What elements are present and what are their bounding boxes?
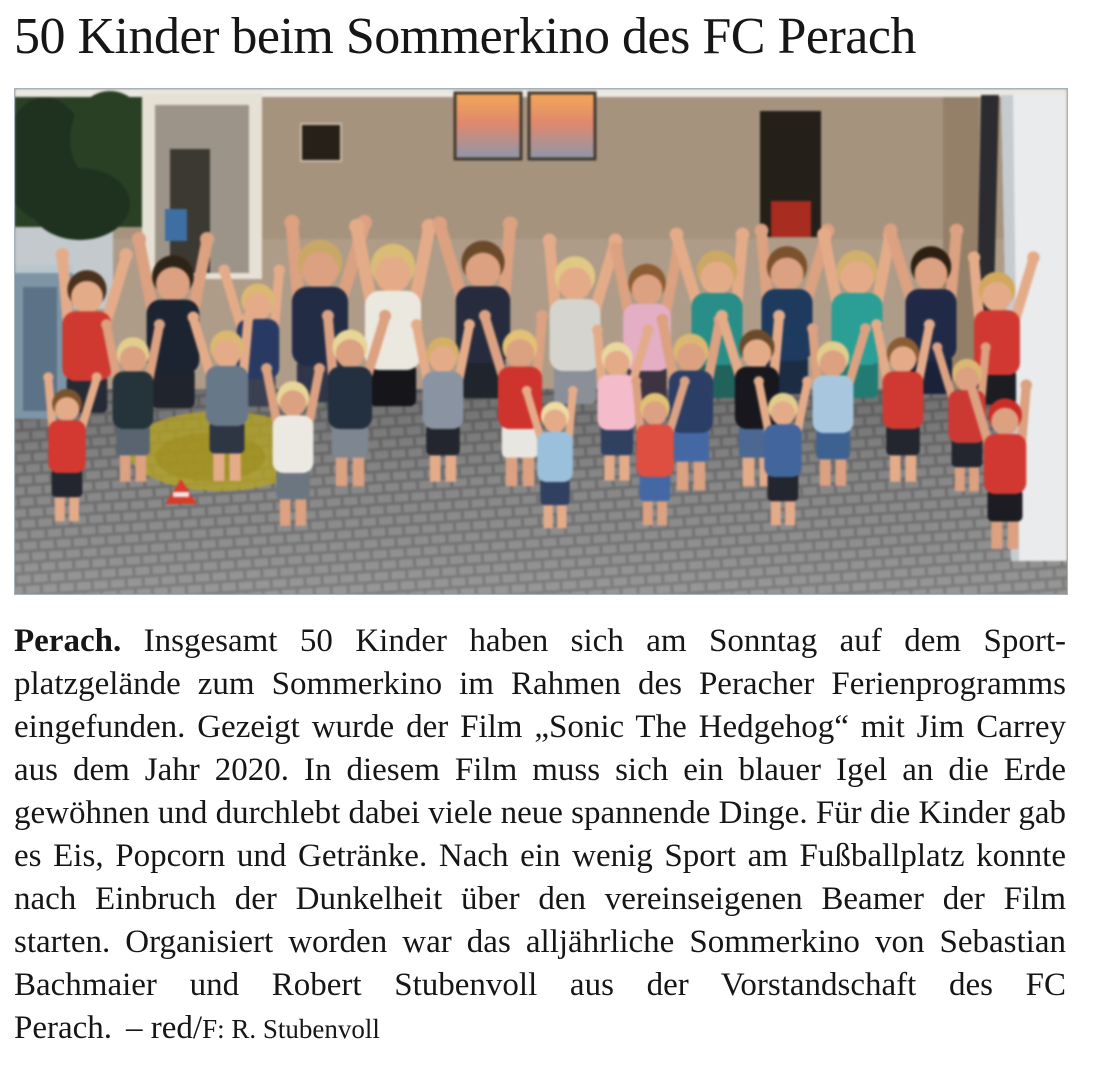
dateline: Perach. bbox=[14, 623, 122, 659]
window-small bbox=[301, 124, 341, 161]
doorway-dark bbox=[760, 111, 821, 237]
body-text: Insgesamt 50 Kinder haben sich am Sonntag auf dem Sportplatzgelände zum Sommerkino im Rahmen des Peracher Ferienprogramms eingefunden. Gezeigt wurde der Film „Sonic The Hedgehog“ mit Jim Carrey aus dem Jahr 2020. In diesem Film muss sich ein blauer Igel an die Erde gewöhnen und durchlebt dabei viele neue spannende Dinge. Für die Kinder gab es Eis, Popcorn und Getränke. Nach ein wenig Sport am Fußballplatz konnte nach Einbruch der Dunkelheit über den vereinseigenen Beamer der Film starten. Organisiert worden war das alljährliche Sommerkino von Sebastian Bachmaier und Robert Stubenvoll aus der Vorstandschaft des FC Perach. bbox=[14, 623, 1067, 1046]
article-headline: 50 Kinder beim Sommerkino des FC Perach bbox=[14, 8, 916, 65]
byline: – red/ bbox=[126, 1010, 203, 1046]
trees bbox=[15, 91, 150, 240]
article-body bbox=[14, 620, 1066, 1051]
article-photo bbox=[14, 88, 1068, 595]
photo-credit: F: R. Stubenvoll bbox=[202, 1014, 380, 1044]
photo-illustration bbox=[15, 89, 1067, 594]
